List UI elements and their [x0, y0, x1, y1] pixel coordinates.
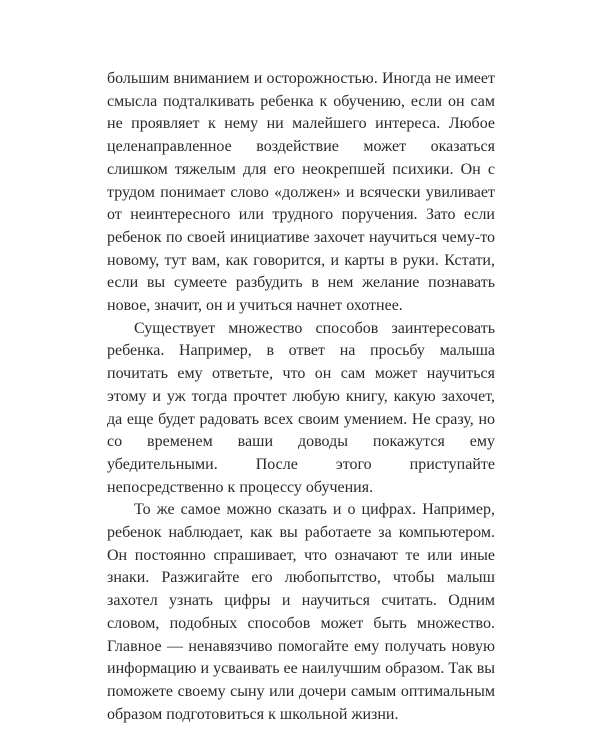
paragraph-ways-to-interest: Существует множество способов заинтересовать ребенка. Например, в ответ на просьбу малыша почитать ему ответьте, что он сам может научиться этому и уж тогда прочтет любую книгу, какую захочет, да еще будет радовать всех своим умением. Не сразу, но со временем ваши доводы покажутся ему убедительными. После этого приступайте непосредственно к процессу обучения. — [107, 319, 495, 496]
paragraph-numbers: То же самое можно сказать и о цифрах. Например, ребенок наблюдает, как вы работаете за компьютером. Он постоянно спрашивает, что означают те или иные знаки. Разжигайте его любопытство, чтобы малыш захотел узнать цифры и научиться считать. Одним словом, подобных способов может быть множество. Главное — ненавязчиво помогайте ему получать новую информацию и усваивать ее наилучшим образом. Так вы поможете своему сыну или дочери самым оптимальным образом подготовиться к школьной жизни. — [107, 501, 495, 723]
paragraph-continuation: большим вниманием и осторожностью. Иногда не имеет смысла подталкивать ребенка к обучению, если он сам не проявляет к нему ни малейшего интереса. Любое целенаправленное воздействие может оказаться слишком тяжелым для его неокрепшей психики. Он с трудом понимает слово «должен» и всячески увиливает от неинтересного или трудного поручения. Зато если ребенок по своей инициативе захочет научиться чему-то новому, тут вам, как говорится, и карты в руки. Кстати, если вы сумеете разбудить в нем желание познавать новое, значит, он и учиться начнет охотнее. — [107, 70, 495, 315]
document-page — [107, 68, 495, 726]
